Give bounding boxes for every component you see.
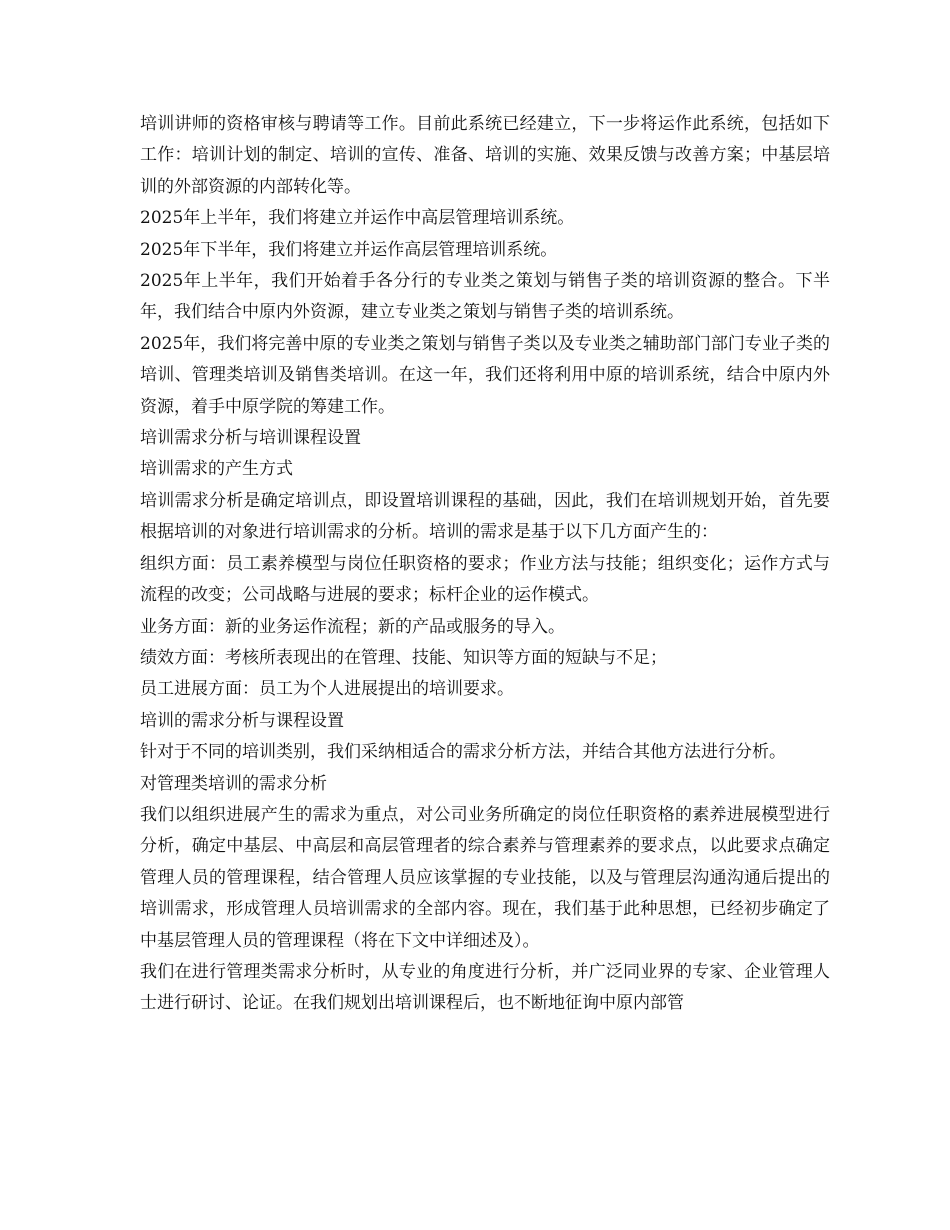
document-body [140,109,830,1020]
subsection-heading: 培训的需求分析与课程设置 [140,710,344,731]
section-heading: 培训需求分析与培训课程设置 [140,428,361,449]
paragraph: 培训讲师的资格审核与聘请等工作。目前此系统已经建立，下一步将运作此系统，包括如下工作：培训计划的制定、培训的宣传、准备、培训的实施、效果反馈与改善方案；中基层培训的外部资源的内部转化等。 [140,114,830,197]
subsection-heading: 对管理类培训的需求分析 [140,773,327,794]
paragraph: 我们在进行管理类需求分析时，从专业的角度进行分析，并广泛同业界的专家、企业管理人士进行研讨、论证。在我们规划出培训课程后，也不断地征询中原内部管 [140,961,830,1014]
paragraph: 2025年上半年，我们开始着手各分行的专业类之策划与销售子类的培训资源的整合。下半年，我们结合中原内外资源，建立专业类之策划与销售子类的培训系统。 [140,271,830,323]
list-item: 绩效方面：考核所表现出的在管理、技能、知识等方面的短缺与不足； [140,647,667,668]
list-item: 组织方面：员工素养模型与岗位任职资格的要求；作业方法与技能；组织变化；运作方式与流程的改变；公司战略与进展的要求；标杆企业的运作模式。 [140,553,830,606]
paragraph: 2025年上半年，我们将建立并运作中高层管理培训系统。 [140,208,575,229]
subsection-heading: 培训需求的产生方式 [140,459,293,480]
list-item: 员工进展方面：员工为个人进展提出的培训要求。 [140,679,514,700]
paragraph: 针对于不同的培训类别，我们采纳相适合的需求分析方法，并结合其他方法进行分析。 [140,742,786,763]
paragraph: 2025年，我们将完善中原的专业类之策划与销售子类以及专业类之辅助部门部门专业子类的培训、管理类培训及销售类培训。在这一年，我们还将利用中原的培训系统，结合中原内外资源，着手中原学院的筹建工作。 [140,333,830,417]
paragraph: 培训需求分析是确定培训点，即设置培训课程的基础，因此，我们在培训规划开始，首先要根据培训的对象进行培训需求的分析。培训的需求是基于以下几方面产生的： [140,490,830,543]
list-item: 业务方面：新的业务运作流程；新的产品或服务的导入。 [140,616,565,637]
paragraph: 2025年下半年，我们将建立并运作高层管理培训系统。 [140,239,558,260]
paragraph: 我们以组织进展产生的需求为重点，对公司业务所确定的岗位任职资格的素养进展模型进行分析，确定中基层、中高层和高层管理者的综合素养与管理素养的要求点，以此要求点确定管理人员的管理课程，结合管理人员应该掌握的专业技能，以及与管理层沟通沟通后提出的培训需求，形成管理人员培训需求的全部内容。现在，我们基于此种思想，已经初步确定了中基层管理人员的管理课程（将在下文中详细述及）。 [140,804,830,951]
